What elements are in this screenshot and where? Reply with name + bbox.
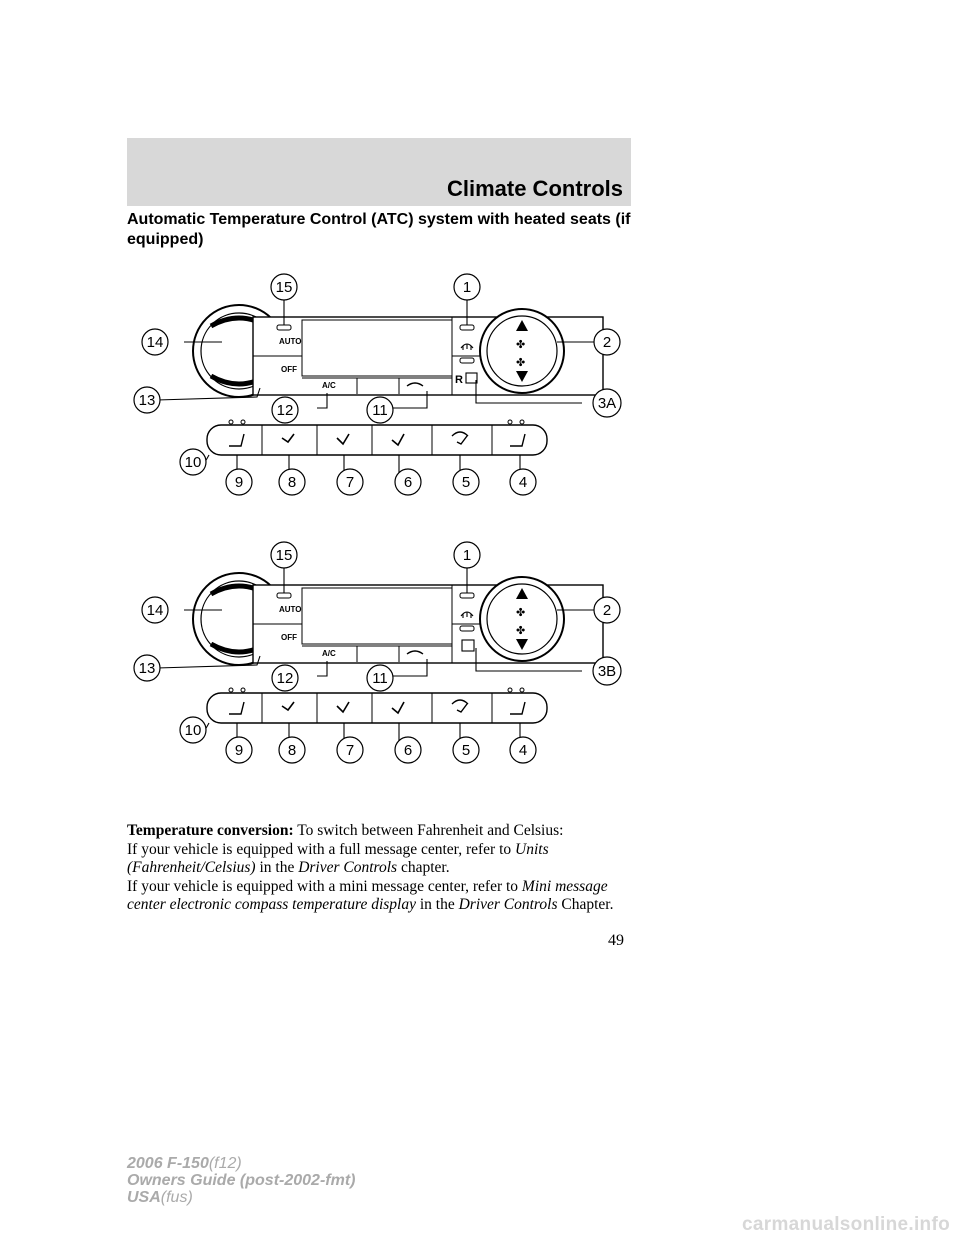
fan-icon-small: ✤ <box>516 625 526 637</box>
callout-10: 10 <box>184 454 202 471</box>
fan-icon: ✤ <box>516 607 526 619</box>
callout-13: 13 <box>138 392 156 409</box>
callout-14: 14 <box>146 334 164 351</box>
driver-controls-reference: Driver Controls <box>298 859 398 876</box>
callout-5: 5 <box>461 474 471 491</box>
callout-2: 2 <box>602 602 612 619</box>
footer: 2006 F-150(f12) Owners Guide (post-2002-fmt) USA(fus) <box>127 1155 356 1206</box>
callout-5: 5 <box>461 742 471 759</box>
driver-controls-reference-2: Driver Controls <box>458 896 558 913</box>
mode-strip <box>207 693 547 723</box>
ac-button[interactable]: A/C <box>322 381 336 390</box>
callout-15: 15 <box>275 279 293 296</box>
callout-11: 11 <box>372 402 388 419</box>
callout-10: 10 <box>184 722 202 739</box>
callout-11: 11 <box>372 670 388 687</box>
callout-6: 6 <box>403 474 413 491</box>
paragraph-full-message-center: If your vehicle is equipped with a full message center, refer to Units (Fahrenheit/Celsius) in the Driver Controls chapter. <box>127 840 549 876</box>
auto-button[interactable]: AUTO <box>279 605 302 614</box>
callout-7: 7 <box>345 742 355 759</box>
climate-panel-diagram-a <box>127 270 647 505</box>
body-text <box>127 822 647 915</box>
paragraph-mini-message-center: If your vehicle is equipped with a mini message center, refer to Mini message center electronic compass temperature display in the Driver Controls Chapter. <box>127 877 614 913</box>
page-number: 49 <box>608 932 624 949</box>
watermark: carmanualsonline.info <box>742 1214 950 1235</box>
display-screen <box>302 320 452 376</box>
header-band <box>127 138 631 206</box>
temperature-conversion-label: Temperature conversion: <box>127 822 294 839</box>
mode-strip <box>207 425 547 455</box>
callout-4: 4 <box>518 474 528 491</box>
callout-9: 9 <box>234 474 244 491</box>
units-reference: Units (Fahrenheit/Celsius) <box>127 840 549 876</box>
rear-defrost-label: R <box>455 374 463 386</box>
callout-1: 1 <box>462 279 472 296</box>
callout-15: 15 <box>275 547 293 564</box>
section-heading: Automatic Temperature Control (ATC) system with heated seats (if equipped) <box>127 211 631 248</box>
auto-button[interactable]: AUTO <box>279 337 302 346</box>
callout-2: 2 <box>602 334 612 351</box>
fan-icon-small: ✤ <box>516 357 526 369</box>
callout-14: 14 <box>146 602 164 619</box>
callout-8: 8 <box>287 474 297 491</box>
callout-12: 12 <box>276 402 294 419</box>
callout-4: 4 <box>518 742 528 759</box>
display-screen <box>302 588 452 644</box>
callout-1: 1 <box>462 547 472 564</box>
callout-3b: 3B <box>597 663 617 680</box>
off-button[interactable]: OFF <box>281 633 297 642</box>
fan-icon: ✤ <box>516 339 526 351</box>
mini-message-center-reference: Mini message center electronic compass temperature display <box>127 877 608 913</box>
page-title: Climate Controls <box>446 176 623 201</box>
callout-9: 9 <box>234 742 244 759</box>
diagram-a-svg <box>127 270 647 500</box>
callout-3a: 3A <box>597 395 617 412</box>
ac-button[interactable]: A/C <box>322 649 336 658</box>
off-button[interactable]: OFF <box>281 365 297 374</box>
callout-13: 13 <box>138 660 156 677</box>
climate-panel-diagram-b <box>127 538 647 773</box>
callout-12: 12 <box>276 670 294 687</box>
paragraph-temperature-conversion: Temperature conversion: To switch between Fahrenheit and Celsius: <box>127 822 564 839</box>
callout-8: 8 <box>287 742 297 759</box>
callout-7: 7 <box>345 474 355 491</box>
callout-6: 6 <box>403 742 413 759</box>
diagram-b-svg <box>127 538 647 768</box>
